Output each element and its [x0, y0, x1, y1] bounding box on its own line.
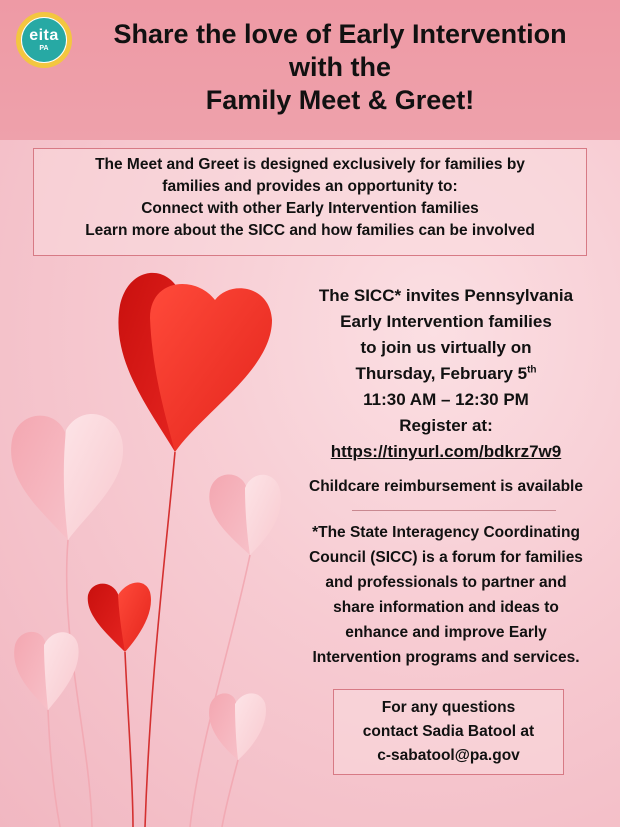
sicc-line-1: *The State Interagency Coordinating — [312, 524, 580, 541]
event-date — [286, 361, 606, 387]
pink-heart-left — [11, 414, 123, 540]
invitation-block — [286, 283, 606, 465]
contact-line-1: For any questions — [381, 699, 516, 716]
sicc-line-4: share information and ideas to — [333, 599, 559, 616]
sicc-line-6: Intervention programs and services. — [312, 649, 580, 666]
intro-box — [33, 148, 587, 256]
intro-line-4: Learn more about the SICC and how families can be involved — [85, 222, 535, 239]
large-red-heart — [118, 273, 272, 452]
contact-email[interactable]: c-sabatool@pa.gov — [377, 747, 520, 764]
register-link[interactable]: https://tinyurl.com/bdkrz7w9 — [330, 442, 562, 461]
childcare-note: Childcare reimbursement is available — [309, 478, 583, 495]
event-time: 11:30 AM – 12:30 PM — [363, 390, 529, 409]
sicc-line-5: enhance and improve Early — [345, 624, 547, 641]
pink-heart-string-2 — [190, 555, 250, 827]
pink-heart-bottom-left — [14, 632, 78, 710]
pink-heart-string-1 — [67, 540, 92, 827]
sicc-line-3: and professionals to partner and — [325, 574, 567, 591]
contact-box — [333, 689, 564, 775]
pink-heart-bottom-right — [209, 693, 266, 760]
divider — [352, 510, 556, 511]
small-red-heart — [88, 583, 151, 652]
contact-line-2: contact Sadia Batool at — [362, 723, 535, 740]
pink-heart-middle — [209, 474, 281, 555]
invite-line-1: The SICC* invites Pennsylvania — [318, 286, 574, 305]
title-line-2: with the — [289, 52, 391, 82]
page-title — [70, 18, 610, 117]
sicc-footnote — [286, 520, 606, 670]
eita-logo — [16, 12, 72, 68]
eita-logo-badge — [22, 18, 66, 62]
register-label: Register at: — [399, 416, 493, 435]
intro-line-1: The Meet and Greet is designed exclusively for families by — [95, 156, 525, 173]
intro-line-2: families and provides an opportunity to: — [162, 178, 458, 195]
logo-text: eita — [29, 27, 59, 44]
sicc-line-2: Council (SICC) is a forum for families — [309, 549, 583, 566]
small-red-heart-string — [125, 652, 133, 827]
pink-heart-string-4 — [222, 760, 238, 827]
big-heart-string — [145, 452, 175, 827]
invite-line-2: Early Intervention families — [340, 312, 552, 331]
title-line-1: Share the love of Early Intervention — [113, 19, 567, 49]
event-date-suffix: th — [527, 364, 537, 376]
title-line-3: Family Meet & Greet! — [205, 85, 475, 115]
intro-line-3: Connect with other Early Intervention families — [141, 200, 479, 217]
invite-line-3: to join us virtually on — [360, 338, 532, 357]
pink-heart-string-3 — [48, 710, 60, 827]
logo-subtext: PA — [39, 45, 49, 52]
event-date-text: Thursday, February 5 — [355, 364, 528, 383]
